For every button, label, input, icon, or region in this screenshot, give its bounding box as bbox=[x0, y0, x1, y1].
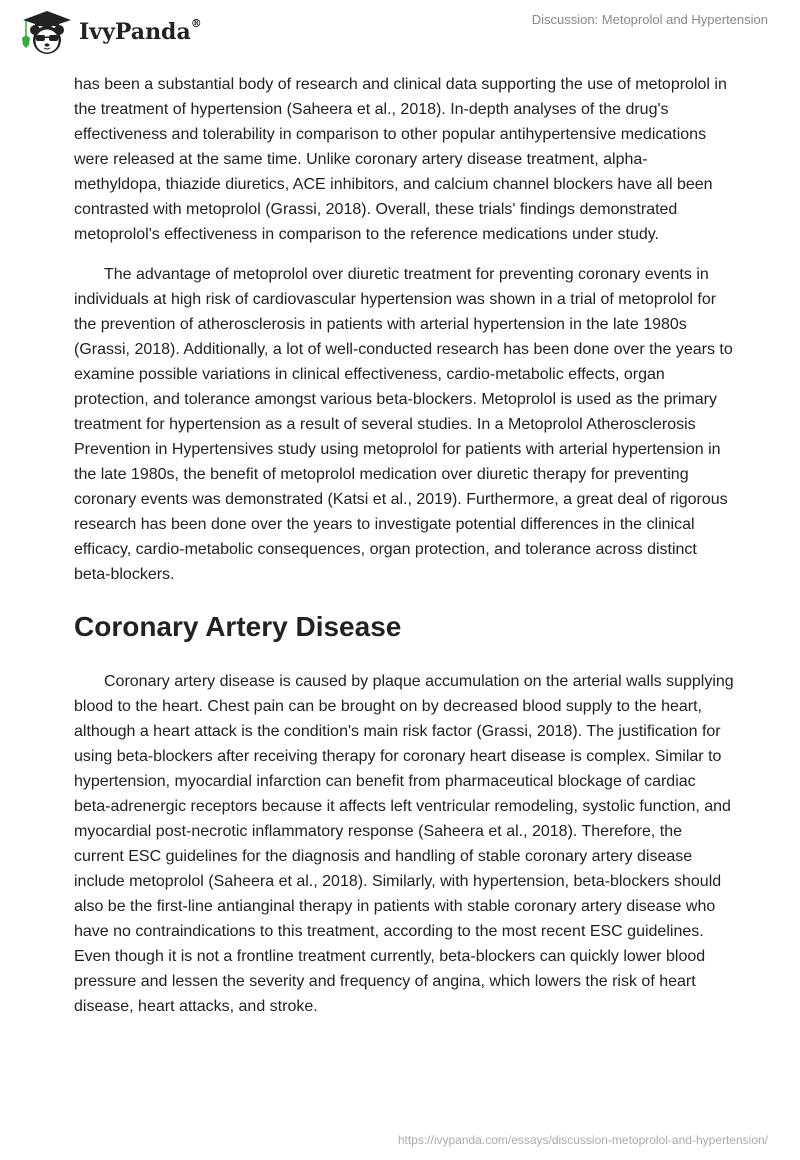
ivypanda-logo[interactable] bbox=[17, 8, 202, 56]
document-title: Discussion: Metoprolol and Hypertension bbox=[531, 12, 768, 27]
page-header bbox=[0, 0, 800, 70]
section-heading: Coronary Artery Disease bbox=[74, 611, 402, 642]
logo-wordmark: IvyPanda® bbox=[79, 16, 202, 45]
paragraph: Coronary artery disease is caused by plaque accumulation on the arterial walls supplying blood to the heart. Chest pain can be brought on by decreased blood supply to the heart, although a heart attack is the condition's main risk factor (Grassi, 2018). The justification for using beta-blockers after receiving therapy for coronary heart disease is complex. Similar to hypertension, myocardial infarction can benefit from pharmaceutical blockage of cardiac beta-adrenergic receptors because it affects left ventricular remodeling, systolic function, and myocardial post-necrotic inflammatory response (Saheera et al., 2018). Therefore, the current ESC guidelines for the diagnosis and handling of stable coronary artery disease include metoprolol (Saheera et al., 2018). Similarly, with hypertension, beta-blockers should also be the first-line antianginal therapy in patients with stable coronary artery disease who have no contraindications to this treatment, according to the most recent ESC guidelines. Even though it is not a frontline treatment currently, beta-blockers can quickly lower blood pressure and lessen the severity and frequency of angina, which lowers the risk of heart disease, heart attacks, and stroke. bbox=[74, 673, 734, 1015]
source-url[interactable]: https://ivypanda.com/essays/discussion-metoprolol-and-hypertension/ bbox=[397, 1133, 768, 1147]
panda-graduate-icon bbox=[17, 8, 75, 56]
paragraph-continuation: has been a substantial body of research and clinical data supporting the use of metoprolol in the treatment of hypertension (Saheera et al., 2018). In-depth analyses of the drug's effectiveness and tolerability in comparison to other popular antihypertensive medications were released at the same time. Unlike coronary artery disease treatment, alpha-methyldopa, thiazide diuretics, ACE inhibitors, and calcium channel blockers have all been contrasted with metoprolol (Grassi, 2018). Overall, these trials' findings demonstrated metoprolol's effectiveness in comparison to the reference medications under study. bbox=[74, 76, 727, 243]
essay-content bbox=[74, 72, 734, 1019]
paragraph: The advantage of metoprolol over diuretic treatment for preventing coronary events in individuals at high risk of cardiovascular hypertension was shown in a trial of metoprolol for the prevention of atherosclerosis in patients with arterial hypertension in the late 1980s (Grassi, 2018). Additionally, a lot of well-conducted research has been done over the years to examine possible variations in clinical effectiveness, cardio-metabolic effects, organ protection, and tolerance amongst various beta-blockers. Metoprolol is used as the primary treatment for hypertension as a result of several studies. In a Metoprolol Atherosclerosis Prevention in Hypertensives study using metoprolol for patients with arterial hypertension in the late 1980s, the benefit of metoprolol medication over diuretic therapy for preventing coronary events was demonstrated (Katsi et al., 2019). Furthermore, a great deal of rigorous research has been done over the years to investigate potential differences in the clinical efficacy, cardio-metabolic consequences, organ protection, and tolerance across distinct beta-blockers. bbox=[74, 266, 733, 583]
